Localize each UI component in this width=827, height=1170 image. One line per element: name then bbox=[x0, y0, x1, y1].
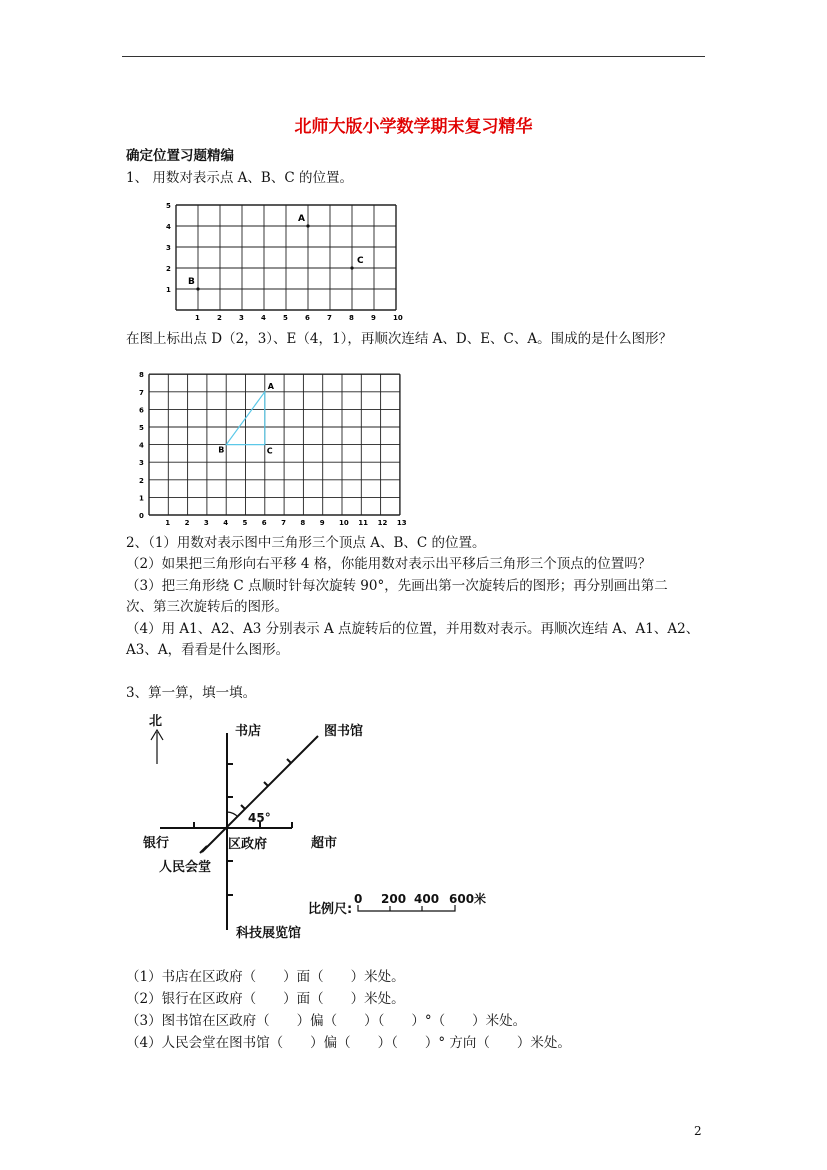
q1-x-tick: 1 bbox=[195, 314, 200, 322]
scale-tick-0: 0 bbox=[354, 892, 363, 906]
peoples-hall-label: 人民会堂 bbox=[159, 860, 212, 875]
q3-blank-2: （2）银行在区政府（ ）面（ ）米处。 bbox=[126, 991, 405, 1007]
q2-x-tick: 13 bbox=[396, 519, 407, 527]
q2-line-2: （2）如果把三角形向右平移 4 格，你能用数对表示出平移后三角形三个顶点的位置吗？ bbox=[126, 556, 652, 572]
q2-x-tick: 9 bbox=[319, 519, 325, 527]
q2-x-tick: 12 bbox=[377, 519, 388, 527]
q2-y-tick: 7 bbox=[139, 388, 144, 397]
q1-point-label: A bbox=[298, 214, 305, 224]
q1-x-tick: 5 bbox=[283, 314, 288, 322]
q1-followup: 在图上标出点 D（2，3）、E（4，1），再顺次连结 A、D、E、C、A。围成的是什么图形？ bbox=[126, 331, 673, 347]
q1-point-label: C bbox=[357, 256, 364, 266]
scale-tick-200: 200 bbox=[381, 892, 407, 906]
q1-x-tick: 9 bbox=[371, 314, 376, 322]
district-gov-label: 区政府 bbox=[228, 837, 268, 852]
q2-y-tick: 4 bbox=[139, 441, 144, 450]
q1-x-tick: 10 bbox=[393, 314, 403, 322]
q1-prompt: 1、 用数对表示点 A、B、C 的位置。 bbox=[126, 170, 353, 186]
page-title: 北师大版小学数学期末复习精华 bbox=[294, 117, 533, 137]
q2-line-3: （3）把三角形绕 C 点顺时针每次旋转 90°，先画出第一次旋转后的图形；再分别画出第二 bbox=[126, 578, 668, 594]
q2-y-tick: 1 bbox=[139, 494, 144, 503]
q2-line-5: （4）用 A1、A2、A3 分别表示 A 点旋转后的位置，并用数对表示。再顺次连结 A、A1、A2、 bbox=[126, 621, 700, 637]
q1-y-tick: 2 bbox=[166, 265, 171, 273]
q2-x-tick: 6 bbox=[261, 519, 267, 527]
q2-y-tick: 8 bbox=[139, 371, 144, 380]
scale-tick-600: 600米 bbox=[449, 892, 487, 906]
q2-y-tick: 3 bbox=[139, 459, 144, 468]
q2-y-tick: 2 bbox=[139, 476, 144, 485]
q1-point-label: B bbox=[188, 277, 195, 287]
q2-x-tick: 7 bbox=[281, 519, 286, 527]
q1-x-tick: 2 bbox=[217, 314, 222, 322]
q2-vertex-label: B bbox=[218, 445, 225, 455]
q2-x-tick: 2 bbox=[184, 519, 190, 527]
q2-x-tick: 1 bbox=[165, 519, 171, 527]
q2-x-tick: 5 bbox=[242, 519, 248, 527]
q2-x-tick: 3 bbox=[203, 519, 209, 527]
section-heading: 确定位置习题精编 bbox=[126, 148, 234, 164]
page-number: 2 bbox=[694, 1124, 702, 1138]
q2-x-tick: 4 bbox=[223, 519, 229, 527]
q3-blank-3: （3）图书馆在区政府（ ）偏（ ）（ ）°（ ）米处。 bbox=[126, 1013, 527, 1029]
q2-y-tick: 0 bbox=[139, 512, 144, 520]
q1-y-tick: 3 bbox=[166, 244, 171, 252]
north-label: 北 bbox=[149, 714, 163, 729]
q2-y-tick: 5 bbox=[139, 424, 144, 432]
q2-x-tick: 8 bbox=[300, 519, 306, 527]
q3-blank-4: （4）人民会堂在图书馆（ ）偏（ ）（ ）° 方向（ ）米处。 bbox=[126, 1035, 571, 1051]
q1-x-tick: 3 bbox=[239, 314, 244, 322]
q3-prompt: 3、算一算，填一填。 bbox=[126, 685, 257, 701]
bank-label: 银行 bbox=[143, 836, 170, 851]
q2-x-tick: 10 bbox=[339, 519, 349, 527]
angle-label: 45° bbox=[248, 811, 271, 825]
q2-vertex-label: A bbox=[267, 381, 275, 391]
q1-x-tick: 4 bbox=[261, 314, 266, 322]
q2-y-tick: 6 bbox=[139, 406, 144, 415]
library-label: 图书馆 bbox=[324, 724, 364, 739]
bookstore-label: 书店 bbox=[235, 724, 262, 739]
q1-x-tick: 8 bbox=[349, 314, 354, 322]
q2-line-6: A3、A，看看是什么图形。 bbox=[126, 642, 290, 658]
q1-y-tick: 1 bbox=[166, 286, 171, 294]
museum-label: 科技展览馆 bbox=[236, 926, 302, 941]
q2-vertex-label: C bbox=[266, 446, 273, 456]
supermarket-label: 超市 bbox=[311, 836, 338, 851]
q1-y-tick: 5 bbox=[166, 202, 171, 210]
q1-x-tick: 7 bbox=[327, 314, 332, 322]
scale-tick-400: 400 bbox=[414, 892, 440, 906]
q3-blank-1: （1）书店在区政府（ ）面（ ）米处。 bbox=[126, 969, 405, 985]
q1-y-tick: 4 bbox=[166, 223, 171, 231]
q2-line-4: 次、第三次旋转后的图形。 bbox=[126, 599, 288, 615]
scale-label: 比例尺: bbox=[308, 902, 353, 917]
q1-x-tick: 6 bbox=[305, 314, 310, 322]
q2-x-tick: 11 bbox=[358, 519, 369, 527]
q2-line-1: 2、（1）用数对表示图中三角形三个顶点 A、B、C 的位置。 bbox=[126, 535, 486, 551]
